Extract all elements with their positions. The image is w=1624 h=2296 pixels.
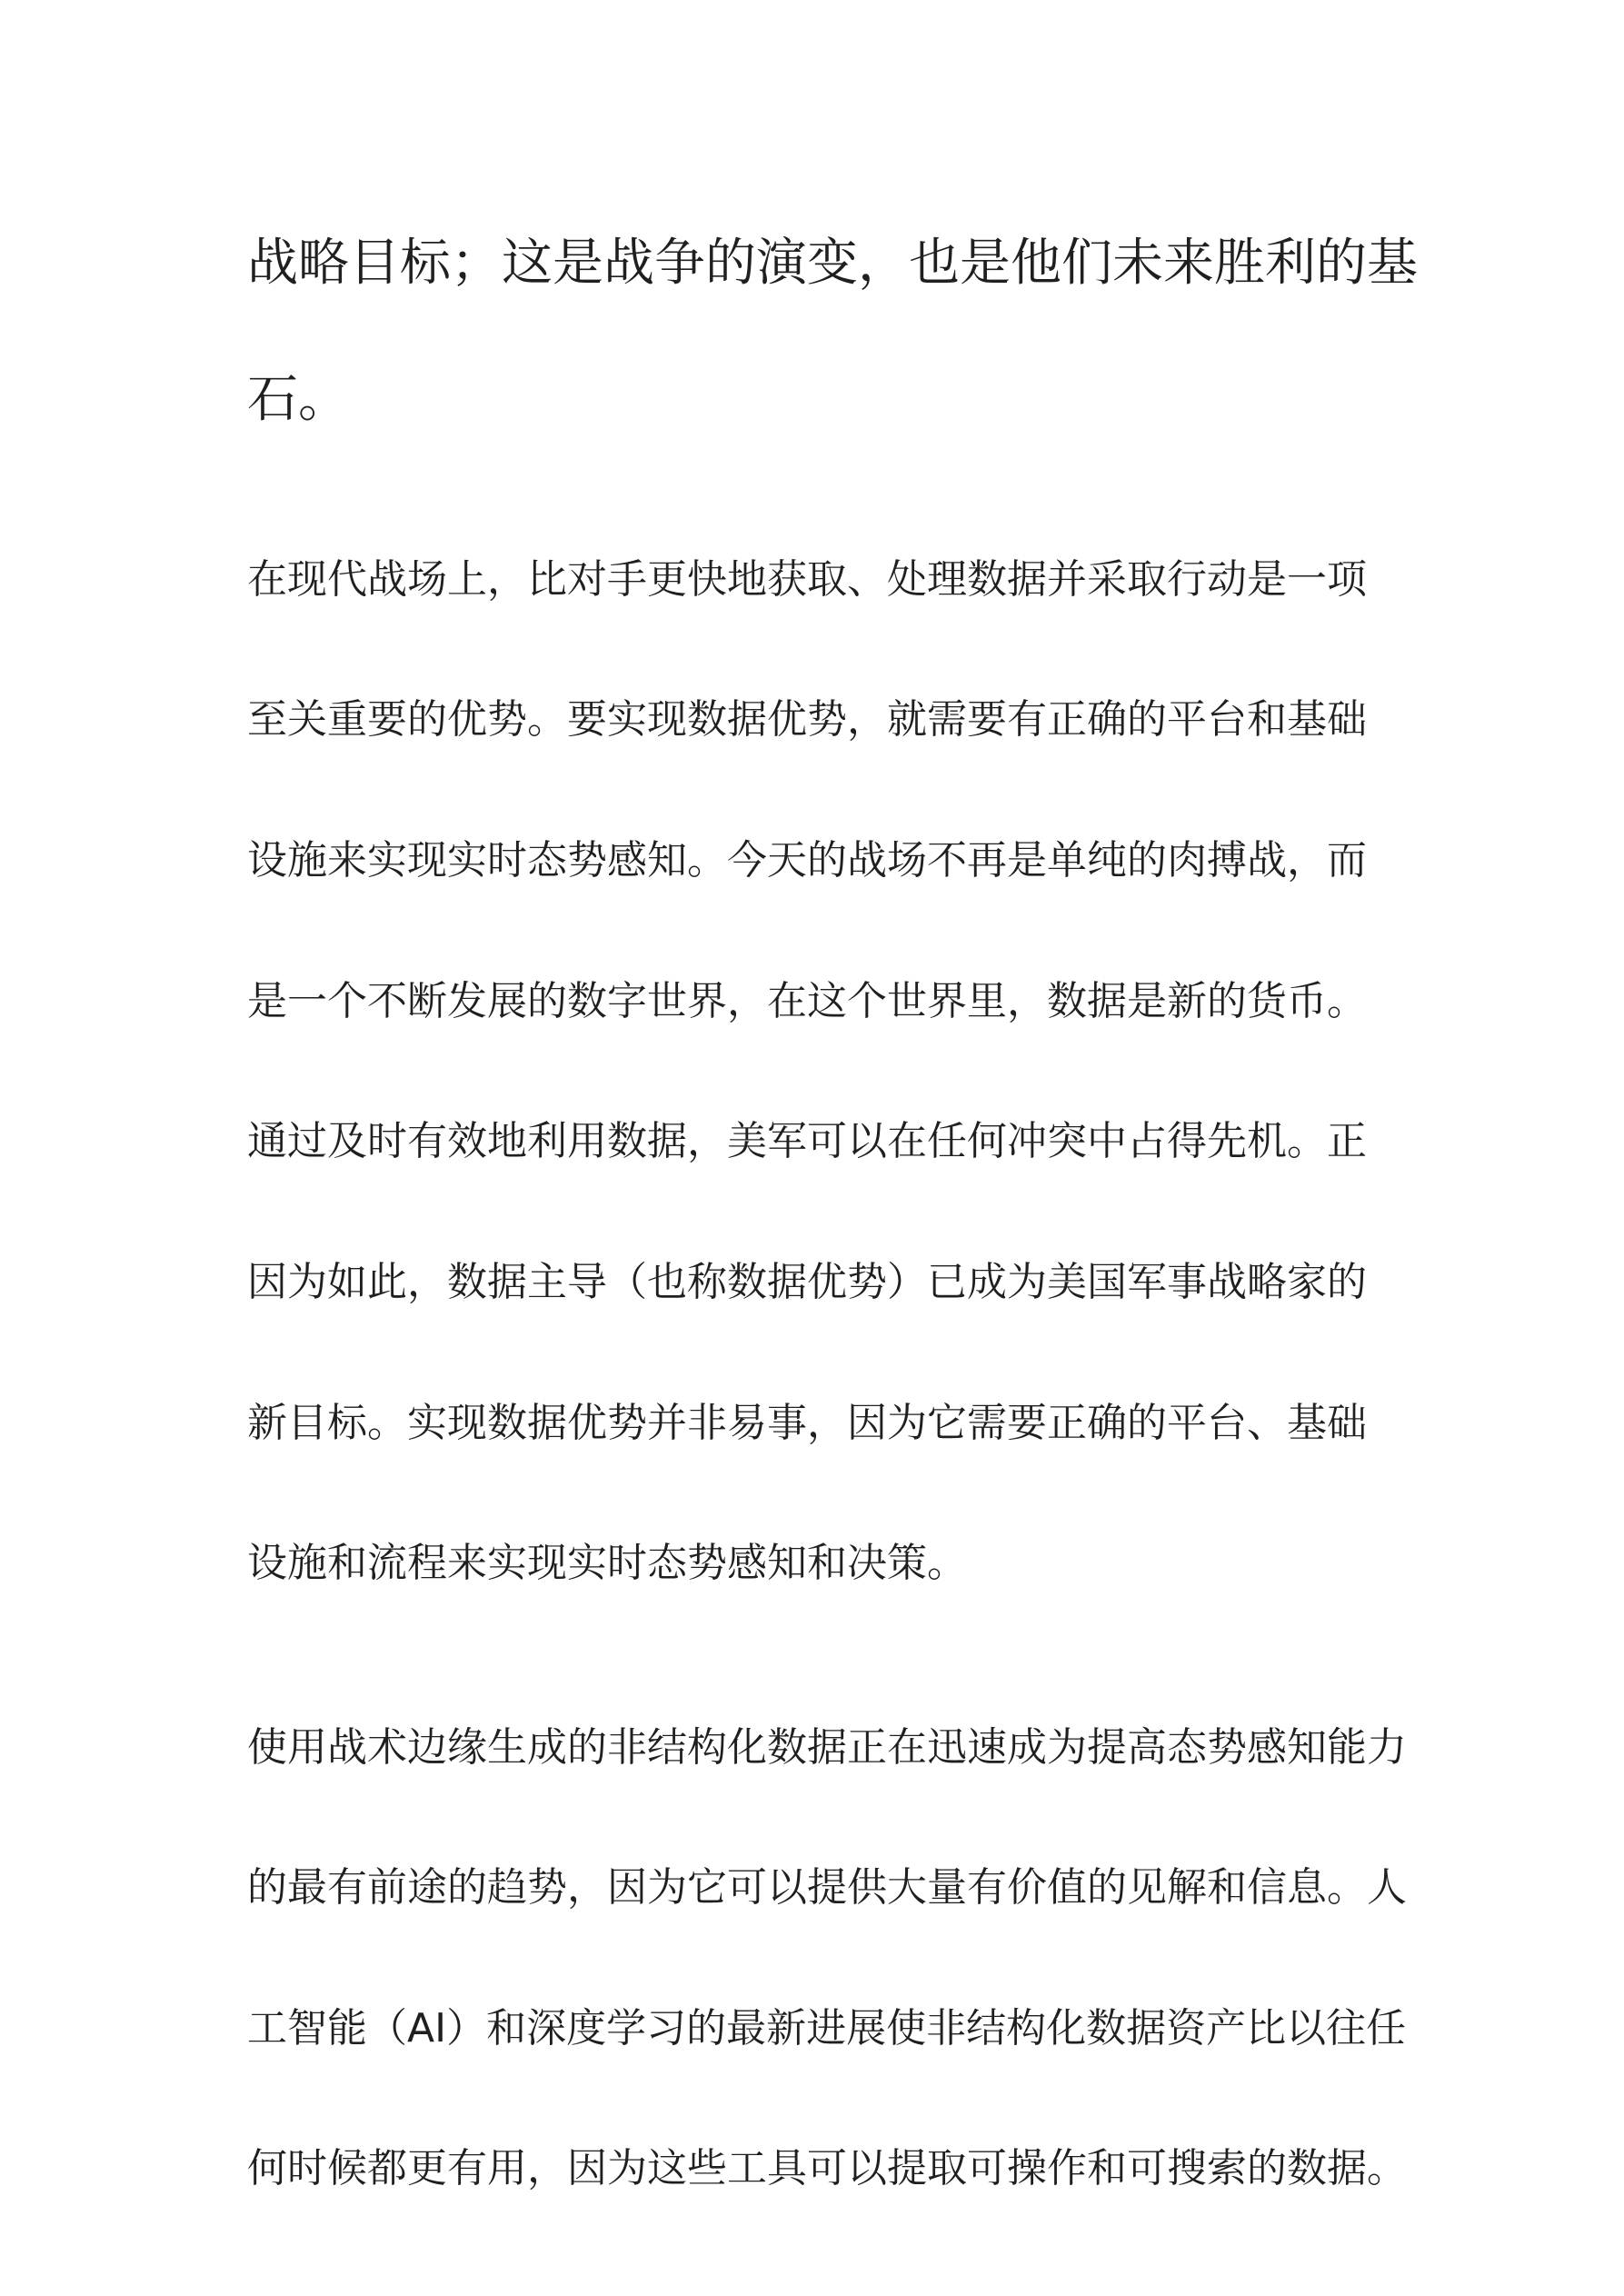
paragraph-2-line-2: 的最有前途的趋势，因为它可以提供大量有价值的见解和信息。人	[247, 1864, 1407, 1911]
intro-line-2: 石。	[247, 370, 349, 429]
paragraph-1-line-7: 新目标。实现数据优势并非易事，因为它需要正确的平台、基础	[247, 1400, 1367, 1446]
paragraph-1-line-2: 至关重要的优势。要实现数据优势，就需要有正确的平台和基础	[247, 696, 1367, 743]
paragraph-1-line-4: 是一个不断发展的数字世界，在这个世界里，数据是新的货币。	[247, 978, 1367, 1024]
paragraph-1-line-5: 通过及时有效地利用数据，美军可以在任何冲突中占得先机。正	[247, 1118, 1367, 1164]
paragraph-1-line-3: 设施来实现实时态势感知。今天的战场不再是单纯的肉搏战，而	[247, 837, 1367, 883]
paragraph-2-line-4: 何时候都更有用，因为这些工具可以提取可操作和可搜索的数据。	[247, 2145, 1407, 2191]
paragraph-2-line-1: 使用战术边缘生成的非结构化数据正在迅速成为提高态势感知能力	[247, 1724, 1407, 1771]
paragraph-1-line-1: 在现代战场上，比对手更快地获取、处理数据并采取行动是一项	[247, 556, 1367, 603]
intro-line-1: 战略目标；这是战争的演变，也是他们未来胜利的基	[247, 234, 1418, 293]
paragraph-1-line-8: 设施和流程来实现实时态势感知和决策。	[247, 1540, 967, 1586]
paragraph-2-line-3: 工智能（AI）和深度学习的最新进展使非结构化数据资产比以往任	[247, 2005, 1407, 2051]
paragraph-1-line-6: 因为如此，数据主导（也称数据优势）已成为美国军事战略家的	[247, 1259, 1367, 1305]
